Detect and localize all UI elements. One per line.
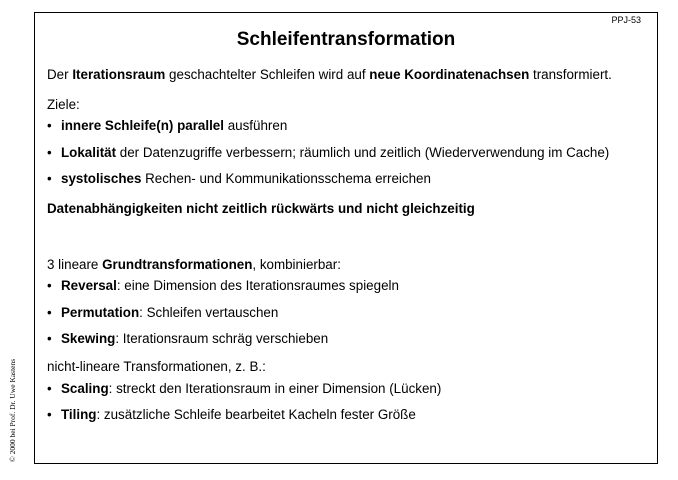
slide-frame — [34, 12, 658, 464]
linear-heading-bold: Grundtransformationen — [102, 257, 253, 272]
linear-heading-part: 3 lineare — [47, 257, 103, 272]
goal-item — [47, 118, 287, 133]
linear-text: : Iterationsraum schräg verschieben — [115, 331, 329, 346]
linear-bold: Reversal — [61, 278, 117, 293]
linear-text: : Schleifen vertauschen — [139, 305, 279, 320]
goal-bold: systolisches — [61, 171, 142, 186]
linear-bold: Skewing — [61, 331, 116, 346]
linear-heading — [47, 257, 341, 272]
intro-part: geschachtelter Schleifen wird auf — [165, 67, 370, 82]
intro-part: transformiert. — [529, 67, 612, 82]
intro-bold: neue Koordinatenachsen — [369, 67, 530, 82]
nonlinear-heading: nicht-lineare Transformationen, z. B.: — [47, 359, 266, 374]
goal-bold: Lokalität — [61, 145, 117, 160]
linear-item — [47, 278, 399, 293]
page-id: PPJ-53 — [611, 15, 641, 25]
nonlinear-item — [47, 407, 416, 422]
bullet: • — [47, 331, 52, 346]
goal-item — [47, 171, 431, 186]
nonlinear-bold: Scaling — [61, 381, 109, 396]
intro-bold: Iterationsraum — [72, 67, 166, 82]
linear-item — [47, 305, 278, 320]
goal-text: ausführen — [223, 118, 288, 133]
goal-text: Rechen- und Kommunikationsschema erreichen — [141, 171, 431, 186]
bullet: • — [47, 145, 52, 160]
linear-bold: Permutation — [61, 305, 140, 320]
bullet: • — [47, 381, 52, 396]
linear-heading-part: , kombinierbar: — [252, 257, 341, 272]
intro-text — [47, 67, 612, 82]
copyright-note: © 2000 bei Prof. Dr. Uwe Kastens — [8, 358, 17, 462]
dependency-note: Datenabhängigkeiten nicht zeitlich rückwärts und nicht gleichzeitig — [47, 201, 475, 216]
intro-part: Der — [47, 67, 73, 82]
nonlinear-text: : zusätzliche Schleife bearbeitet Kacheln fester Größe — [96, 407, 416, 422]
bullet: • — [47, 278, 52, 293]
goals-heading: Ziele: — [47, 97, 80, 112]
goal-text: der Datenzugriffe verbessern; räumlich und zeitlich (Wiederverwendung im Cache) — [116, 145, 610, 160]
slide-title: Schleifentransformation — [236, 29, 456, 50]
nonlinear-bold: Tiling — [61, 407, 97, 422]
bullet: • — [47, 118, 52, 133]
goal-bold: innere Schleife(n) parallel — [61, 118, 224, 133]
bullet: • — [47, 305, 52, 320]
goal-item — [47, 145, 609, 160]
nonlinear-text: : streckt den Iterationsraum in einer Dimension (Lücken) — [108, 381, 442, 396]
bullet: • — [47, 171, 52, 186]
nonlinear-item — [47, 381, 441, 396]
linear-item — [47, 331, 328, 346]
linear-text: : eine Dimension des Iterationsraumes spiegeln — [116, 278, 399, 293]
bullet: • — [47, 407, 52, 422]
